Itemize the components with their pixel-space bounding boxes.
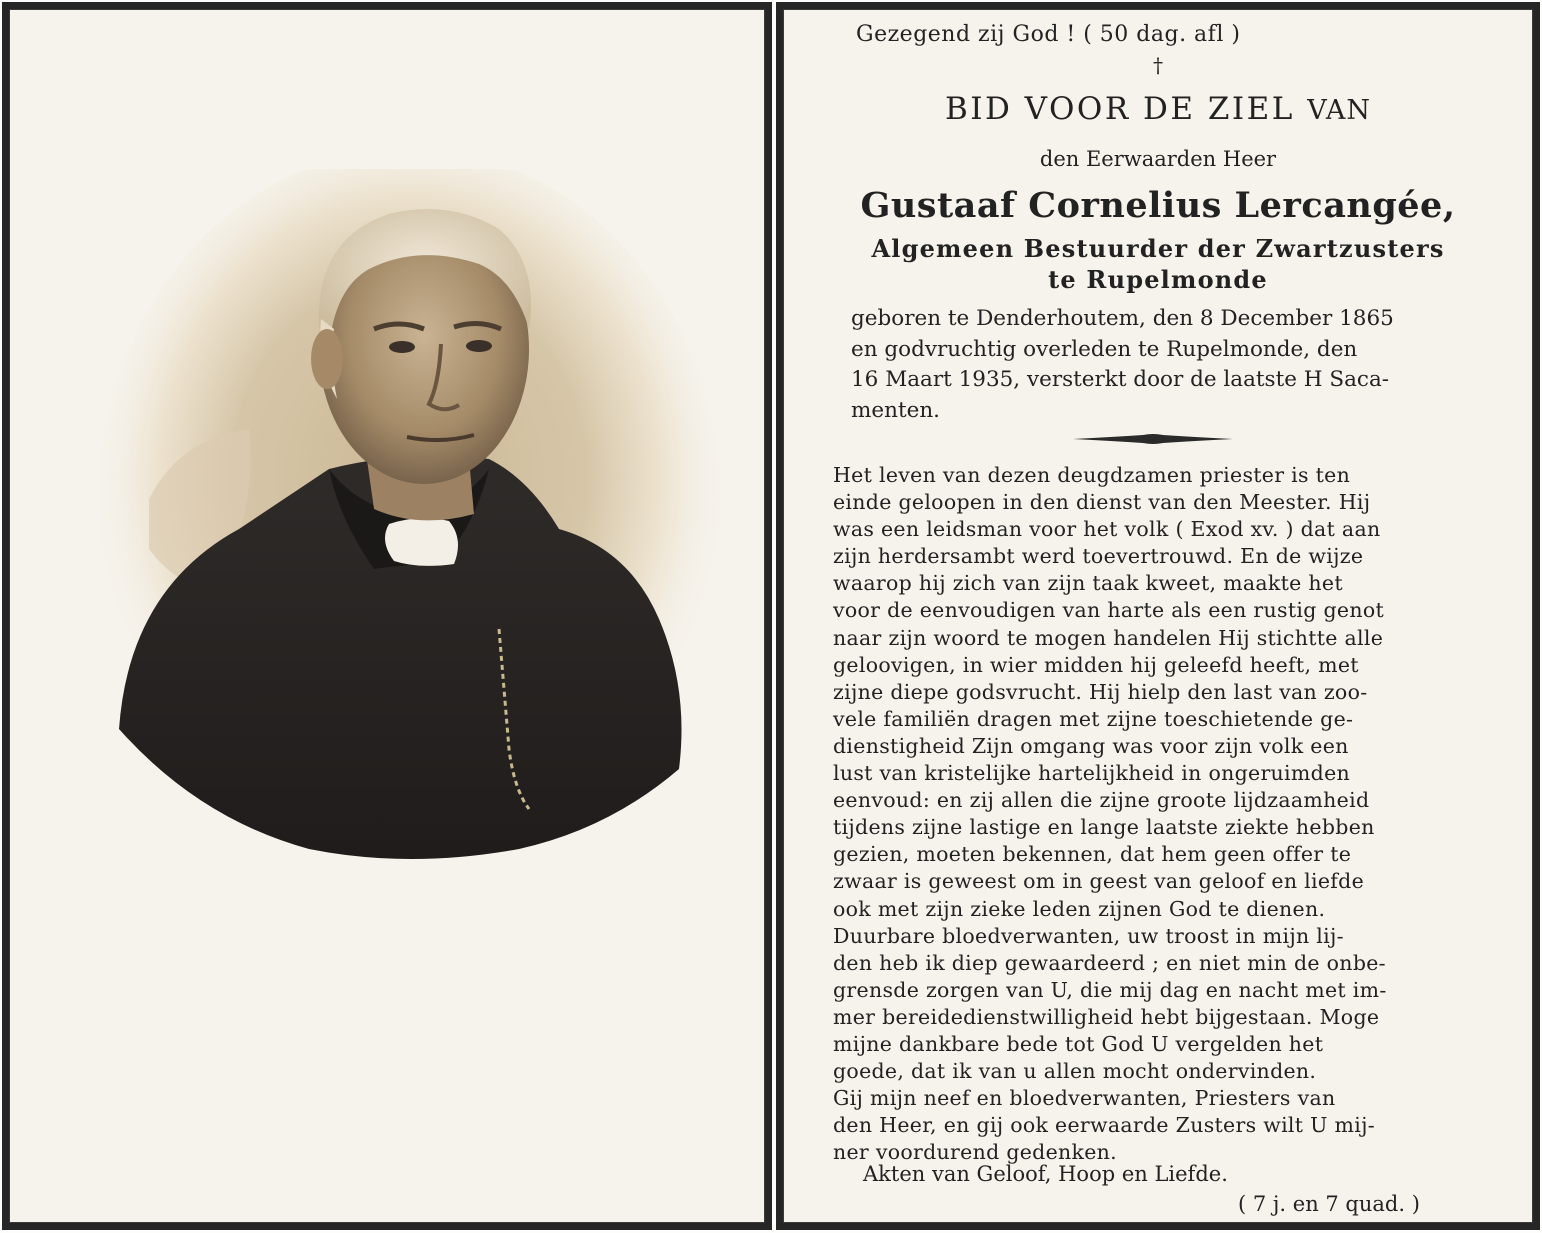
eulogy-line: gezien, moeten bekennen, dat hem geen offer te — [833, 842, 1352, 867]
deceased-name: Gustaaf Cornelius Lercangée, — [860, 185, 1456, 226]
blessing-line: Gezegend zij God ! ( 50 dag. afl ) — [856, 22, 1241, 47]
eulogy-line: mijne dankbare bede tot God U vergelden het — [833, 1031, 1324, 1056]
bio-line: 16 Maart 1935, versterkt door de laatste H Saca- — [851, 367, 1390, 392]
bio-line: en godvruchtig overleden te Rupelmonde, den — [851, 336, 1358, 362]
cross-symbol: † — [1153, 53, 1163, 77]
eulogy-line: goede, dat ik van u allen mocht ondervinden. — [833, 1059, 1317, 1084]
eulogy-line: ner voordurend gedenken. — [833, 1140, 1117, 1165]
eulogy-line: tijdens zijne lastige en lange laatste ziekte hebben — [833, 815, 1375, 840]
eulogy-line: voor de eenvoudigen van harte als een rustig genot — [833, 598, 1385, 623]
eulogy-line: was een leidsman voor het volk ( Exod xv. ) dat aan — [833, 517, 1381, 542]
heading-main-text: BID VOOR DE ZIEL — [944, 91, 1295, 127]
bio-line: geboren te Denderhoutem, den 8 December 1865 — [851, 306, 1394, 331]
eulogy-line: vele familiën dragen met zijne toeschietende ge- — [833, 706, 1354, 731]
biography-block — [851, 304, 1471, 426]
eulogy-line: dienstigheid Zijn omgang was voor zijn volk een — [833, 733, 1349, 758]
portrait-photo — [89, 169, 739, 869]
indulgence-line: ( 7 j. en 7 quad. ) — [1238, 1192, 1420, 1216]
closing-prayer-line: Akten van Geloof, Hoop en Liefde. — [863, 1162, 1228, 1186]
eulogy-line: lust van kristelijke hartelijkheid in ongeruimden — [833, 761, 1351, 786]
eulogy-line: den heb ik diep gewaardeerd ; en niet min de onbe- — [833, 950, 1386, 975]
heading-small-text: VAN — [1307, 95, 1372, 126]
eulogy-text-block — [833, 462, 1513, 1166]
eulogy-line: den Heer, en gij ook eerwaarde Zusters wilt U mij- — [833, 1113, 1376, 1138]
eulogy-line: ook met zijn zieke leden zijnen God te dienen. — [833, 896, 1326, 921]
eulogy-line: waarop hij zich van zijn taak kweet, maakte het — [833, 571, 1343, 596]
portrait-svg — [89, 169, 739, 869]
right-card-text-panel — [776, 2, 1540, 1230]
title-line-2: te Rupelmonde — [1048, 265, 1268, 294]
honorific-line: den Eerwaarden Heer — [1039, 147, 1277, 171]
eulogy-line: zwaar is geweest om in geest van geloof en liefde — [833, 869, 1365, 894]
eulogy-line: Het leven van dezen deugdzamen priester is ten — [833, 463, 1351, 487]
eulogy-line: zijn herdersambt werd toevertrouwd. En de wijze — [833, 544, 1364, 569]
prayer-heading — [783, 91, 1533, 127]
eulogy-line: zijne diepe godsvrucht. Hij hielp den last van zoo- — [833, 679, 1368, 704]
eulogy-line: eenvoud: en zij allen die zijne groote lijdzaamheid — [833, 788, 1370, 813]
eulogy-line: mer bereidedienstwilligheid hebt bijgestaan. Moge — [833, 1004, 1380, 1029]
bio-line: menten. — [851, 397, 941, 423]
eulogy-line: einde geloopen in den dienst van den Meester. Hij — [833, 490, 1371, 515]
eulogy-line: grensde zorgen van U, die mij dag en nacht met im- — [833, 977, 1387, 1002]
eulogy-line: naar zijn woord te mogen handelen Hij stichtte alle — [833, 625, 1384, 650]
divider-ornament — [1073, 431, 1233, 447]
title-line-1: Algemeen Bestuurder der Zwartzusters — [871, 234, 1445, 263]
left-card-portrait-panel — [2, 2, 772, 1230]
eulogy-line: Gij mijn neef en bloedverwanten, Priesters van — [833, 1086, 1336, 1111]
eulogy-line: geloovigen, in wier midden hij geleefd heeft, met — [833, 652, 1359, 677]
eulogy-line: Duurbare bloedverwanten, uw troost in mijn lij- — [833, 923, 1344, 948]
